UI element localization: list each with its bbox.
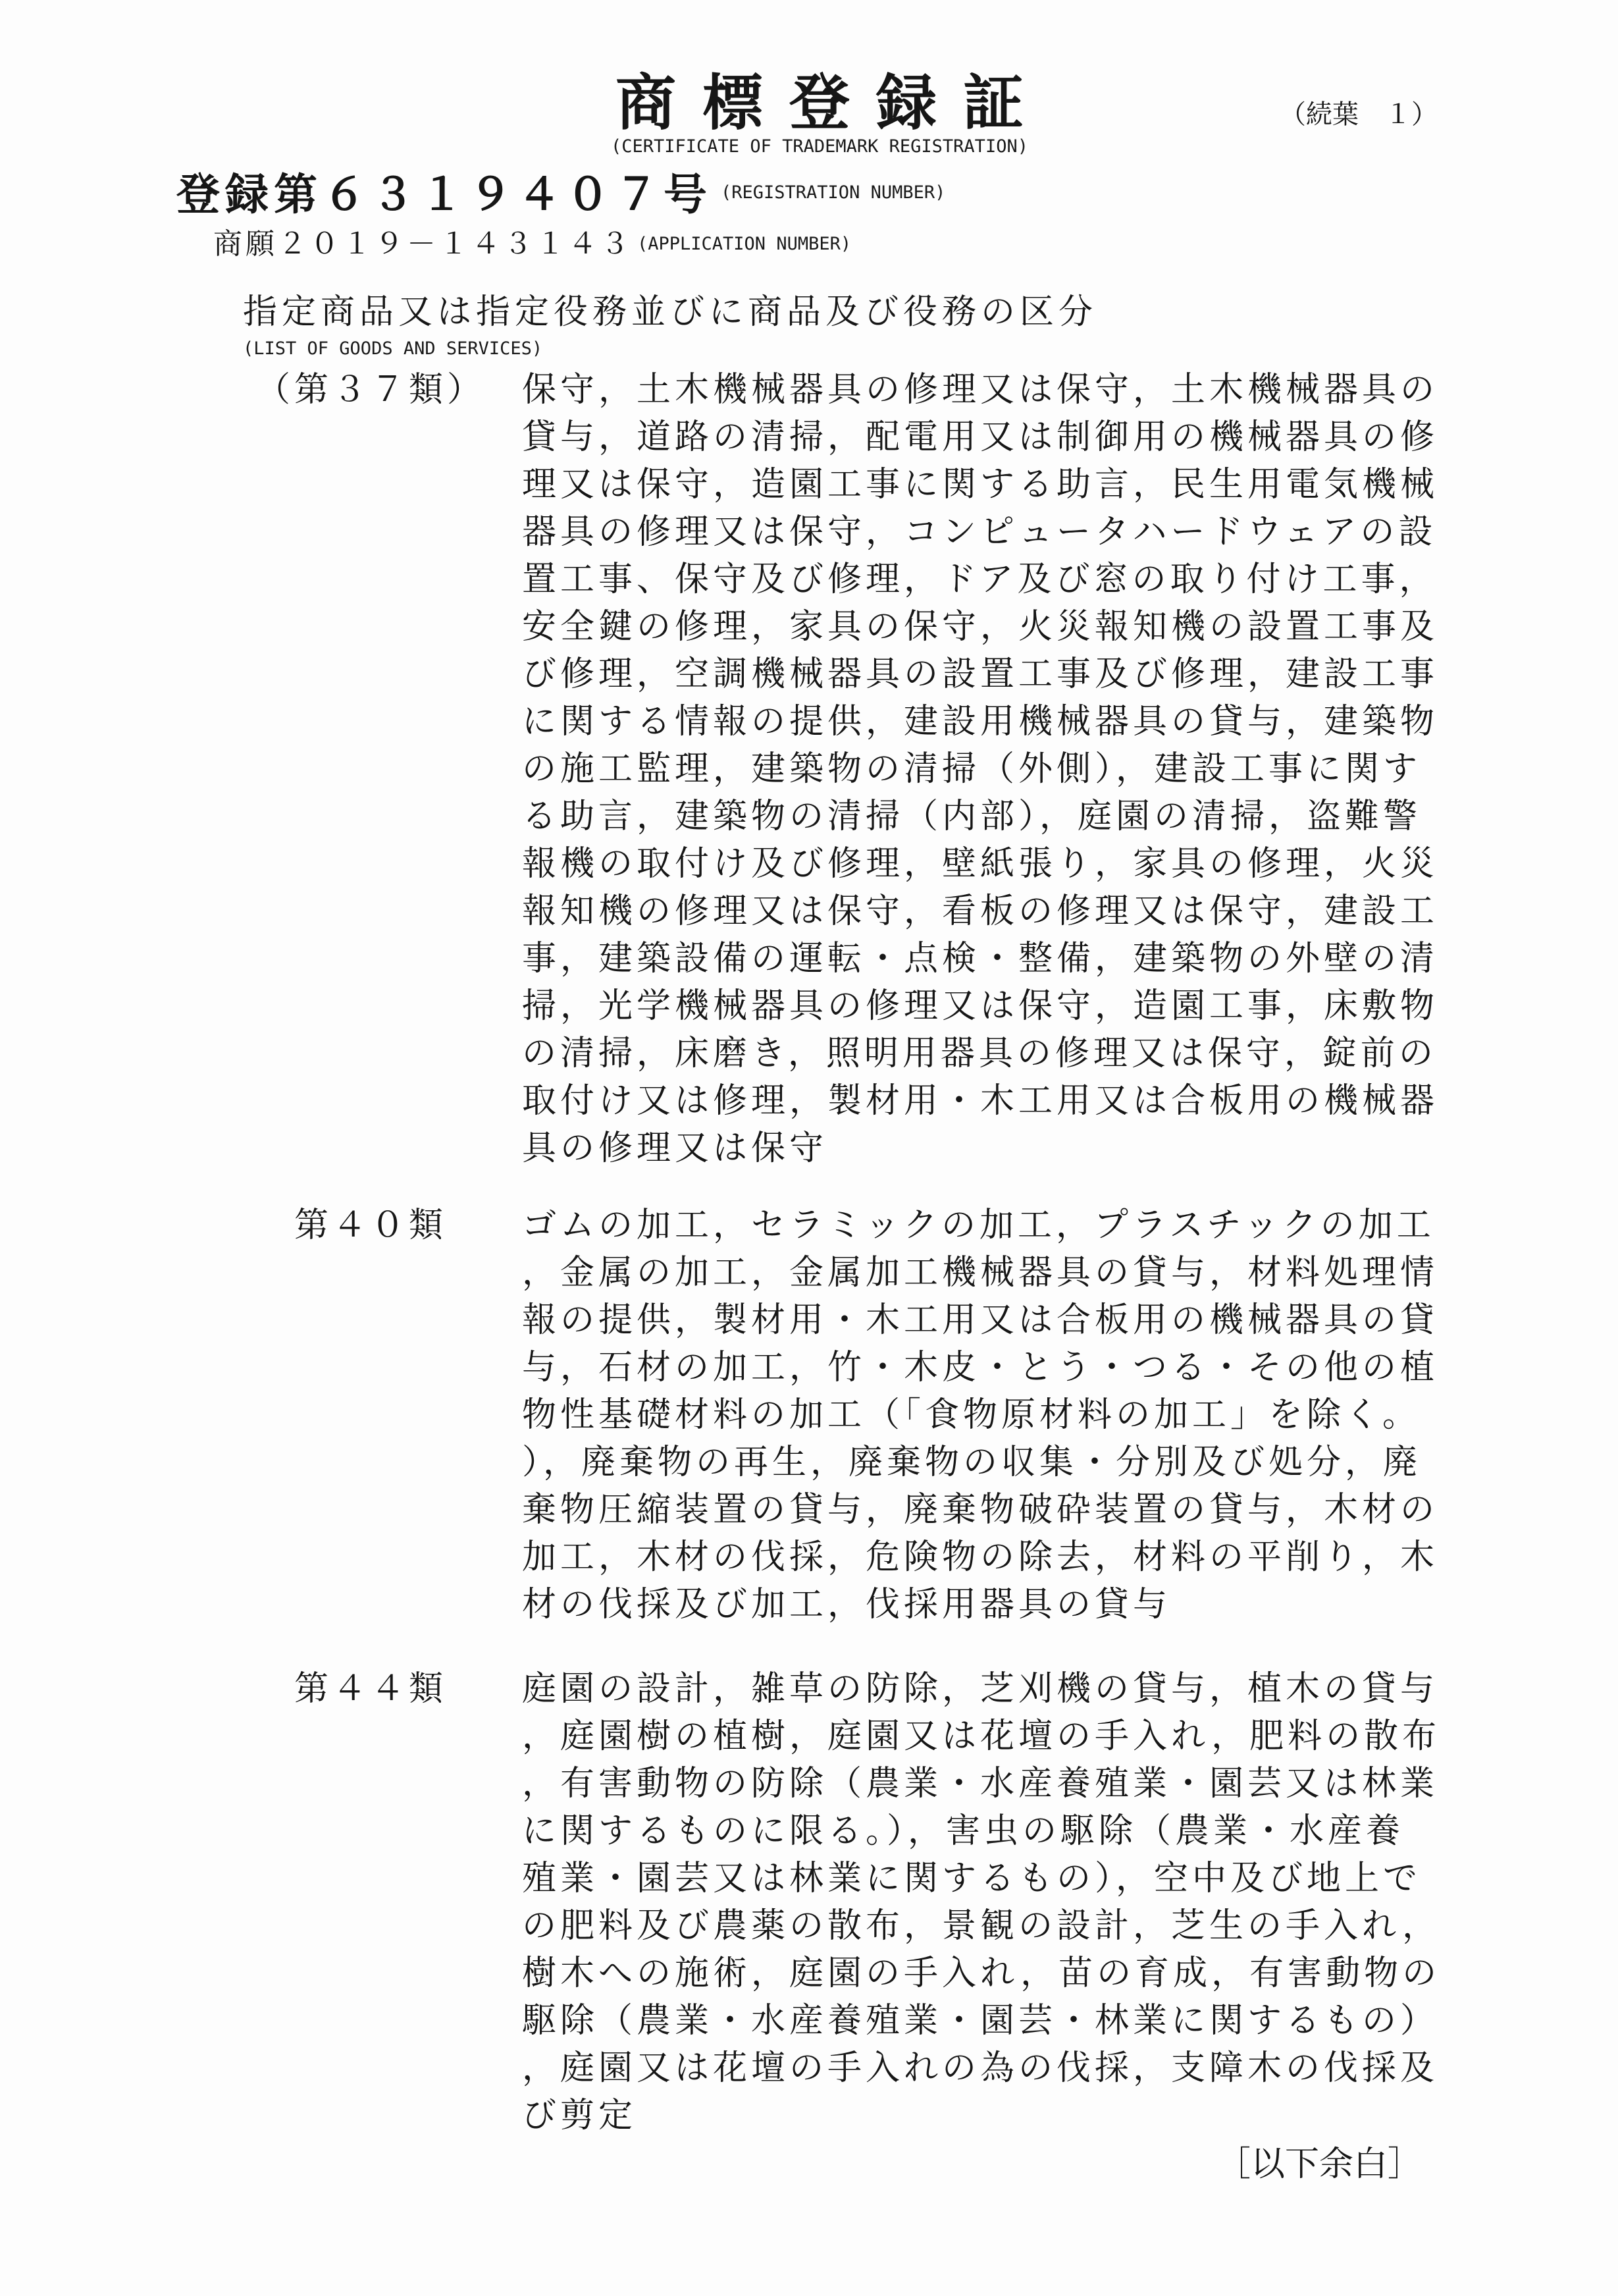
class-line: 庭園の設計，雑草の防除，芝刈機の貸与，植木の貸与 (522, 1669, 1439, 1709)
class-line: 取付け又は修理，製材用・木工用又は合板用の機械器 (522, 1081, 1439, 1121)
class-line: ），廃棄物の再生，廃棄物の収集・分別及び処分，廃 (522, 1443, 1422, 1482)
class-description (522, 1202, 1438, 1628)
class-line: 与，石材の加工，竹・木皮・とう・つる・その他の植 (522, 1348, 1439, 1387)
class-line: ，庭園樹の植樹，庭園又は花壇の手入れ，肥料の散布 (522, 1717, 1441, 1756)
class-line: る助言，建築物の清掃（内部），庭園の清掃，盗難警 (522, 797, 1422, 836)
class-label: 第４４類 (294, 1669, 448, 1709)
goods-services-heading: 指定商品又は指定役務並びに商品及び役務の区分 (243, 292, 1098, 332)
class-line: 保守，土木機械器具の修理又は保守，土木機械器具の (522, 370, 1439, 410)
class-line: び修理，空調機械器具の設置工事及び修理，建設工事 (522, 654, 1439, 694)
class-line: ゴムの加工，セラミックの加工，プラスチックの加工 (522, 1206, 1435, 1245)
class-line: 報の提供，製材用・木工用又は合板用の機械器具の貸 (522, 1300, 1439, 1340)
class-line: 物性基礎材料の加工（「食物原材料の加工」を除く。 (522, 1395, 1421, 1435)
class-line: 置工事、保守及び修理，ドア及び窓の取り付け工事， (522, 560, 1438, 599)
class-description (522, 1665, 1440, 2139)
class-line: 貸与，道路の清掃，配電用又は制御用の機械器具の修 (522, 417, 1439, 457)
class-line: 掃，光学機械器具の修理又は保守，造園工事，床敷物 (522, 986, 1439, 1026)
class-line: の清掃，床磨き，照明用器具の修理又は保守，錠前の (522, 1034, 1437, 1073)
class-line: 樹木への施術，庭園の手入れ，苗の育成，有害動物の (522, 1954, 1441, 1993)
class-line: 駆除（農業・水産養殖業・園芸・林業に関するもの） (522, 2001, 1439, 2041)
class-line: 殖業・園芸又は林業に関するもの），空中及び地上で (522, 1859, 1422, 1898)
class-line: 具の修理又は保守 (522, 1129, 828, 1168)
class-line: 棄物圧縮装置の貸与，廃棄物破砕装置の貸与，木材の (522, 1490, 1439, 1530)
class-line: ，金属の加工，金属加工機械器具の貸与，材料処理情 (522, 1253, 1439, 1293)
class-line: 器具の修理又は保守，コンピュータハードウェアの設 (522, 512, 1437, 552)
class-line: 材の伐採及び加工，伐採用器具の貸与 (522, 1585, 1172, 1624)
class-line: ，庭園又は花壇の手入れの為の伐採，支障木の伐採及 (522, 2048, 1439, 2088)
application-number-english: (APPLICATION NUMBER) (637, 234, 852, 254)
class-line: 安全鍵の修理，家具の保守，火災報知機の設置工事及 (522, 607, 1439, 647)
class-line: び剪定 (522, 2096, 637, 2135)
class-line: の施工監理，建築物の清掃（外側），建設工事に関す (522, 749, 1422, 789)
goods-services-heading-english: (LIST OF GOODS AND SERVICES) (243, 338, 543, 359)
class-line: 加工，木材の伐採，危険物の除去，材料の平削り，木 (522, 1537, 1439, 1577)
class-label: 第４０類 (294, 1206, 448, 1245)
page-title: 商標登録証 (615, 67, 1051, 138)
class-line: 理又は保守，造園工事に関する助言，民生用電気機械 (522, 465, 1439, 504)
class-line: 事，建築設備の運転・点検・整備，建築物の外壁の清 (522, 939, 1439, 978)
class-label: （第３７類） (256, 370, 486, 410)
end-of-list-note: ［以下余白］ (1216, 2145, 1422, 2184)
registration-number: 登録第６３１９４０７号 (176, 169, 712, 220)
class-description (522, 366, 1438, 1172)
class-line: に関するものに限る。），害虫の駆除（農業・水産養 (522, 1811, 1405, 1851)
class-line: 報知機の修理又は保守，看板の修理又は保守，建設工 (522, 892, 1439, 931)
page-title-english: (CERTIFICATE OF TRADEMARK REGISTRATION) (611, 136, 1028, 157)
class-line: に関する情報の提供，建設用機械器具の貸与，建築物 (522, 702, 1439, 741)
class-line: ，有害動物の防除（農業・水産養殖業・園芸又は林業 (522, 1764, 1439, 1803)
registration-number-english: (REGISTRATION NUMBER) (721, 182, 946, 203)
application-number: 商願２０１９－１４３１４３ (213, 227, 633, 261)
class-line: 報機の取付け及び修理，壁紙張り，家具の修理，火災 (522, 844, 1439, 884)
class-line: の肥料及び農薬の散布，景観の設計，芝生の手入れ， (522, 1906, 1441, 1946)
continuation-sheet-label: （続葉 １） (1280, 99, 1438, 130)
